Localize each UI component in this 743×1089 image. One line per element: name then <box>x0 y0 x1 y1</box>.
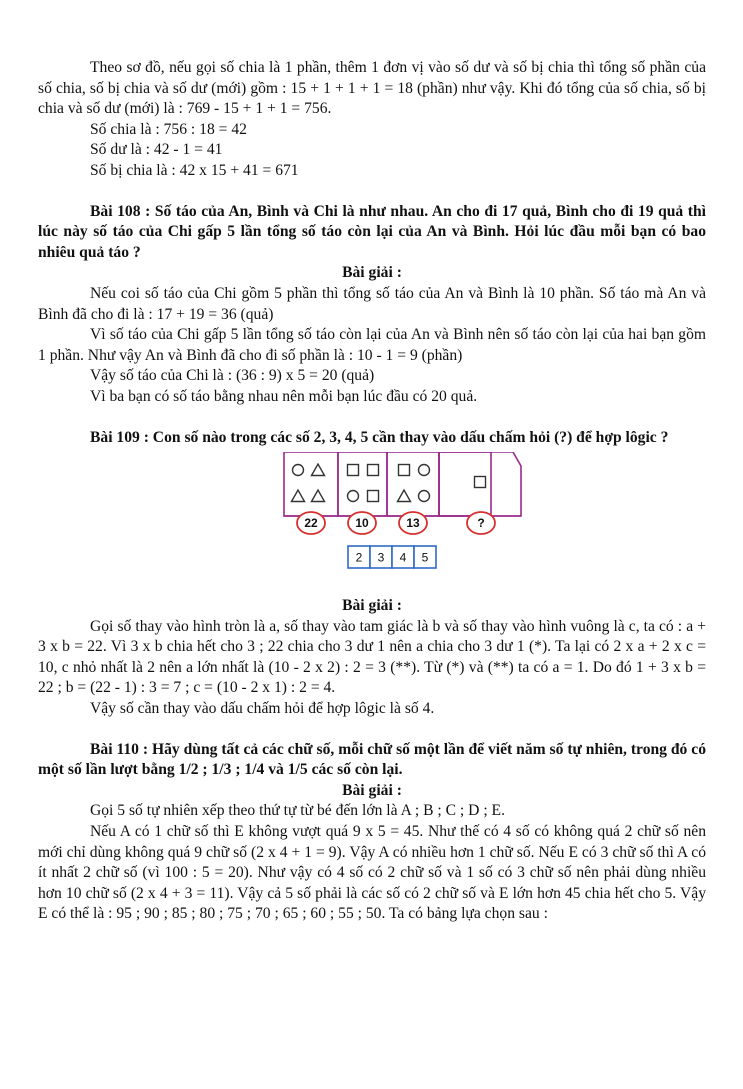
intro-line-divisor: Số chia là : 756 : 18 = 42 <box>90 120 247 138</box>
document-page <box>38 58 706 925</box>
option-label-1: 2 <box>355 550 363 565</box>
b108-title: Bài 108 : Số táo của An, Bình và Chi là như nhau. An cho đi 17 quả, Bình cho đi 19 quả thì lúc này số táo của Chi gấp 5 lần tổng số táo còn lại của An và Bình. Hỏi lúc đầu mỗi bạn có bao nhiêu quả táo ? <box>38 202 706 261</box>
b108-paragraph-2: Vì số táo của Chi gấp 5 lần tổng số táo còn lại của An và Bình nên số táo còn lại của hai bạn gồm 1 phần. Như vậy An và Bình đã cho đi số phần là : 10 - 1 = 9 (phần) <box>38 326 706 364</box>
triangle-shape <box>312 464 325 476</box>
circle-shape <box>419 491 430 502</box>
wheel-label-2: 10 <box>355 516 369 531</box>
b109-figure <box>38 452 706 582</box>
circle-shape <box>293 465 304 476</box>
train-car-3 <box>387 452 439 516</box>
b110-title: Bài 110 : Hãy dùng tất cả các chữ số, mỗi chữ số một lần để viết năm số tự nhiên, trong đó có một số lần lượt bằng 1/2 ; 1/3 ; 1/4 và 1/5 các số còn lại. <box>38 740 706 779</box>
option-label-2: 3 <box>377 550 385 565</box>
circle-shape <box>419 465 430 476</box>
b108-line-2: Vì ba bạn có số táo bằng nhau nên mỗi bạn lúc đầu có 20 quả. <box>90 387 478 405</box>
option-label-3: 4 <box>399 550 407 565</box>
square-shape <box>368 465 379 476</box>
triangle-shape <box>292 490 305 502</box>
wheel-label-4: ? <box>477 516 485 531</box>
b110-solution-heading: Bài giải : <box>342 781 402 799</box>
wheel-label-1: 22 <box>304 516 318 531</box>
train-puzzle-svg <box>38 452 706 582</box>
b109-title: Bài 109 : Con số nào trong các số 2, 3, 4, 5 cần thay vào dấu chấm hỏi (?) để hợp lôgic ? <box>90 428 669 446</box>
intro-paragraph: Theo sơ đồ, nếu gọi số chia là 1 phần, thêm 1 đơn vị vào số dư và số bị chia thì tổng số phần của số chia, số bị chia và số dư (mới) gồm : 15 + 1 + 1 + 1 = 18 (phần) như vậy. Khi đó tổng của số chia, số bị chia và số dư (mới) là : 769 - 15 + 1 + 1 = 756. <box>38 59 706 118</box>
option-label-4: 5 <box>421 550 429 565</box>
train-car-4 <box>439 452 491 516</box>
square-shape <box>368 491 379 502</box>
square-shape <box>399 465 410 476</box>
circle-shape <box>348 491 359 502</box>
intro-line-dividend: Số bị chia là : 42 x 15 + 41 = 671 <box>90 161 299 179</box>
b110-paragraph-1: Gọi 5 số tự nhiên xếp theo thứ tự từ bé đến lớn là A ; B ; C ; D ; E. <box>90 802 505 820</box>
triangle-shape <box>312 490 325 502</box>
intro-line-remainder: Số dư là : 42 - 1 = 41 <box>90 141 223 159</box>
b110-paragraph-2: Nếu A có 1 chữ số thì E không vượt quá 9 x 5 = 45. Như thế có 4 số có không quá 2 chữ số nên mới chỉ dùng không quá 9 chữ số (2 x 4 + 1 = 9). Vậy A có nhiều hơn 1 chữ số. Nếu E có 3 chữ số thì A có ít nhất 2 chữ số (vì 100 : 5 = 20). Như vậy có 4 số có 2 chữ số và 1 số có 3 chữ số nên phải dùng nhiều hơn 10 chữ số (2 x 4 + 3 = 11). Vậy cả 5 số phải là các số có 2 chữ số và E lớn hơn 45 chia hết cho 5. Vậy E có thể là : 95 ; 90 ; 85 ; 80 ; 75 ; 70 ; 65 ; 60 ; 55 ; 50. Ta có bảng lựa chọn sau : <box>38 823 706 923</box>
train-locomotive <box>439 452 521 516</box>
triangle-shape <box>398 490 411 502</box>
b109-line-1: Vậy số cần thay vào dấu chấm hỏi để hợp lôgic là số 4. <box>90 700 435 718</box>
train-car-2 <box>338 452 387 516</box>
b108-solution-heading: Bài giải : <box>342 264 402 282</box>
b109-solution-heading: Bài giải : <box>342 597 402 615</box>
b109-paragraph-1: Gọi số thay vào hình tròn là a, số thay vào tam giác là b và số thay vào hình vuông là c, ta có : a + 3 x b = 22. Vì 3 x b chia hết cho 3 ; 22 chia cho 3 dư 1 nên a chia cho 3 dư 1 (*). Ta lại có 2 x a + 2 x c = 10, c nhỏ nhất là 2 nên a lớn nhất là (10 - 2 x 2) : 2 = 3 (**). Từ (*) và (**) ta có a = 1. Do đó 1 + 3 x b = 22 ; b = (22 - 1) : 3 = 7 ; c = (10 - 2 x 1) : 2 = 4. <box>38 617 706 697</box>
square-shape <box>475 477 486 488</box>
train-car-1 <box>284 452 338 516</box>
b108-paragraph-1: Nếu coi số táo của Chi gồm 5 phần thì tổng số táo của An và Bình là 10 phần. Số táo mà An và Bình đã cho đi là : 17 + 19 = 36 (quả) <box>38 284 706 323</box>
wheel-label-3: 13 <box>406 516 420 531</box>
square-shape <box>348 465 359 476</box>
b108-line-1: Vậy số táo của Chi là : (36 : 9) x 5 = 20 (quả) <box>90 367 375 385</box>
